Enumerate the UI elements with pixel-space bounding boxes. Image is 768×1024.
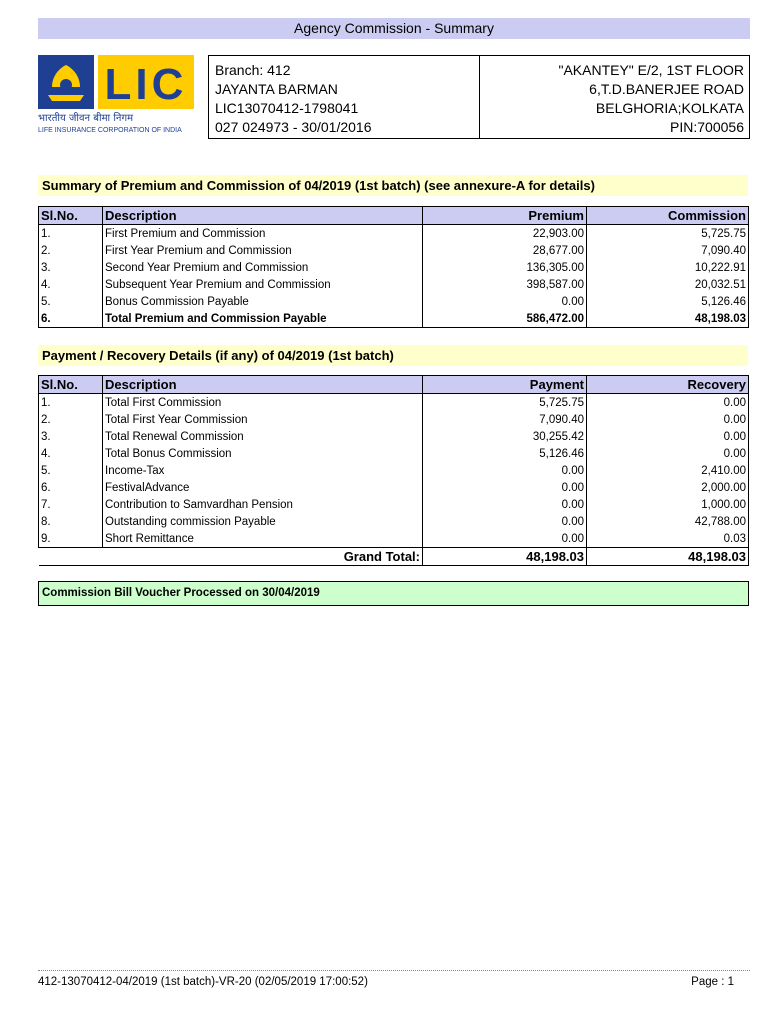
lic-logo-graphic <box>38 55 194 135</box>
footer-divider <box>38 970 750 971</box>
cell-value-2: 42,788.00 <box>587 513 749 530</box>
table-row <box>39 310 749 328</box>
cell-value-1: 136,305.00 <box>423 259 587 276</box>
cell-description: Short Remittance <box>103 530 423 548</box>
cell-slno: 5. <box>39 293 103 310</box>
summary-header-row <box>39 207 749 225</box>
table-row <box>39 259 749 276</box>
cell-slno: 4. <box>39 445 103 462</box>
cell-value-1: 5,126.46 <box>423 445 587 462</box>
cell-value-2: 0.03 <box>587 530 749 548</box>
table-row <box>39 530 749 548</box>
cell-slno: 3. <box>39 259 103 276</box>
page-number: Page : 1 <box>691 976 734 988</box>
cell-slno: 6. <box>39 479 103 496</box>
table-row <box>39 428 749 445</box>
cell-description: Outstanding commission Payable <box>103 513 423 530</box>
cell-value-1: 28,677.00 <box>423 242 587 259</box>
footer-reference: 412-13070412-04/2019 (1st batch)-VR-20 (02/05/2019 17:00:52) <box>38 976 368 988</box>
cell-slno: 8. <box>39 513 103 530</box>
cell-slno: 1. <box>39 394 103 412</box>
grand-total-recovery: 48,198.03 <box>587 548 749 566</box>
cell-description: Second Year Premium and Commission <box>103 259 423 276</box>
cell-value-1: 5,725.75 <box>423 394 587 412</box>
cell-slno: 5. <box>39 462 103 479</box>
cell-value-1: 30,255.42 <box>423 428 587 445</box>
cell-value-2: 0.00 <box>587 428 749 445</box>
col-description: Description <box>103 376 423 394</box>
cell-value-2: 5,126.46 <box>587 293 749 310</box>
table-row <box>39 496 749 513</box>
payment-header-row <box>39 376 749 394</box>
table-row <box>39 276 749 293</box>
table-row <box>39 242 749 259</box>
cell-description: Total Bonus Commission <box>103 445 423 462</box>
cell-description: First Premium and Commission <box>103 225 423 243</box>
cell-value-1: 398,587.00 <box>423 276 587 293</box>
agent-info-box <box>208 55 750 139</box>
cell-slno: 3. <box>39 428 103 445</box>
address-line: "AKANTEY" E/2, 1ST FLOOR <box>558 62 744 78</box>
cell-value-1: 0.00 <box>423 496 587 513</box>
cell-value-2: 10,222.91 <box>587 259 749 276</box>
cell-description: Contribution to Samvardhan Pension <box>103 496 423 513</box>
cell-description: Total First Year Commission <box>103 411 423 428</box>
address-line: BELGHORIA;KOLKATA <box>595 100 744 116</box>
cell-value-2: 0.00 <box>587 445 749 462</box>
col-commission: Commission <box>587 207 749 225</box>
cell-value-1: 0.00 <box>423 293 587 310</box>
cell-slno: 2. <box>39 411 103 428</box>
cell-value-1: 0.00 <box>423 462 587 479</box>
table-row <box>39 479 749 496</box>
payment-heading: Payment / Recovery Details (if any) of 04/2019 (1st batch) <box>38 345 748 366</box>
logo-english-text: LIFE INSURANCE CORPORATION OF INDIA <box>38 127 182 134</box>
cell-value-2: 7,090.40 <box>587 242 749 259</box>
address-line: 6,T.D.BANERJEE ROAD <box>589 81 744 97</box>
grand-total-row <box>39 548 749 566</box>
cell-value-2: 48,198.03 <box>587 310 749 328</box>
cell-slno: 7. <box>39 496 103 513</box>
cell-value-1: 0.00 <box>423 530 587 548</box>
cell-value-2: 1,000.00 <box>587 496 749 513</box>
cell-value-1: 22,903.00 <box>423 225 587 243</box>
cell-description: Total Renewal Commission <box>103 428 423 445</box>
voucher-status: Commission Bill Voucher Processed on 30/04/2019 <box>38 581 749 606</box>
agent-code: LIC13070412-1798041 <box>215 100 359 116</box>
cell-value-2: 0.00 <box>587 394 749 412</box>
summary-table <box>38 206 749 328</box>
cell-value-1: 0.00 <box>423 513 587 530</box>
table-row <box>39 513 749 530</box>
cell-slno: 2. <box>39 242 103 259</box>
logo-brand-letters: LIC <box>104 60 188 109</box>
col-premium: Premium <box>423 207 587 225</box>
table-row <box>39 225 749 243</box>
grand-total-payment: 48,198.03 <box>423 548 587 566</box>
cell-value-2: 20,032.51 <box>587 276 749 293</box>
branch-label: Branch: 412 <box>215 62 291 78</box>
cell-slno: 6. <box>39 310 103 328</box>
col-description: Description <box>103 207 423 225</box>
cell-description: Bonus Commission Payable <box>103 293 423 310</box>
col-slno: Sl.No. <box>39 207 103 225</box>
lic-logo <box>38 55 194 135</box>
address-line: PIN:700056 <box>670 119 744 135</box>
cell-description: Total Premium and Commission Payable <box>103 310 423 328</box>
cell-description: Income-Tax <box>103 462 423 479</box>
cell-value-2: 2,000.00 <box>587 479 749 496</box>
cell-slno: 1. <box>39 225 103 243</box>
cell-value-2: 2,410.00 <box>587 462 749 479</box>
agent-details <box>215 61 371 137</box>
cell-value-1: 7,090.40 <box>423 411 587 428</box>
agent-name: JAYANTA BARMAN <box>215 81 338 97</box>
cell-slno: 9. <box>39 530 103 548</box>
agent-contact: 027 024973 - 30/01/2016 <box>215 119 372 135</box>
table-row <box>39 394 749 412</box>
col-payment: Payment <box>423 376 587 394</box>
col-slno: Sl.No. <box>39 376 103 394</box>
cell-slno: 4. <box>39 276 103 293</box>
cell-value-2: 5,725.75 <box>587 225 749 243</box>
logo-hindi-text: भारतीय जीवन बीमा निगम <box>38 113 134 124</box>
table-row <box>39 445 749 462</box>
cell-value-1: 0.00 <box>423 479 587 496</box>
table-row <box>39 411 749 428</box>
cell-value-2: 0.00 <box>587 411 749 428</box>
summary-heading: Summary of Premium and Commission of 04/2019 (1st batch) (see annexure-A for details) <box>38 175 748 196</box>
page-title: Agency Commission - Summary <box>38 18 750 39</box>
cell-description: Subsequent Year Premium and Commission <box>103 276 423 293</box>
cell-description: Total First Commission <box>103 394 423 412</box>
table-row <box>39 293 749 310</box>
cell-description: First Year Premium and Commission <box>103 242 423 259</box>
payment-table <box>38 375 749 566</box>
cell-description: FestivalAdvance <box>103 479 423 496</box>
col-recovery: Recovery <box>587 376 749 394</box>
table-row <box>39 462 749 479</box>
agent-address <box>558 61 744 137</box>
info-divider <box>479 56 480 138</box>
cell-value-1: 586,472.00 <box>423 310 587 328</box>
grand-total-label: Grand Total: <box>103 548 423 566</box>
